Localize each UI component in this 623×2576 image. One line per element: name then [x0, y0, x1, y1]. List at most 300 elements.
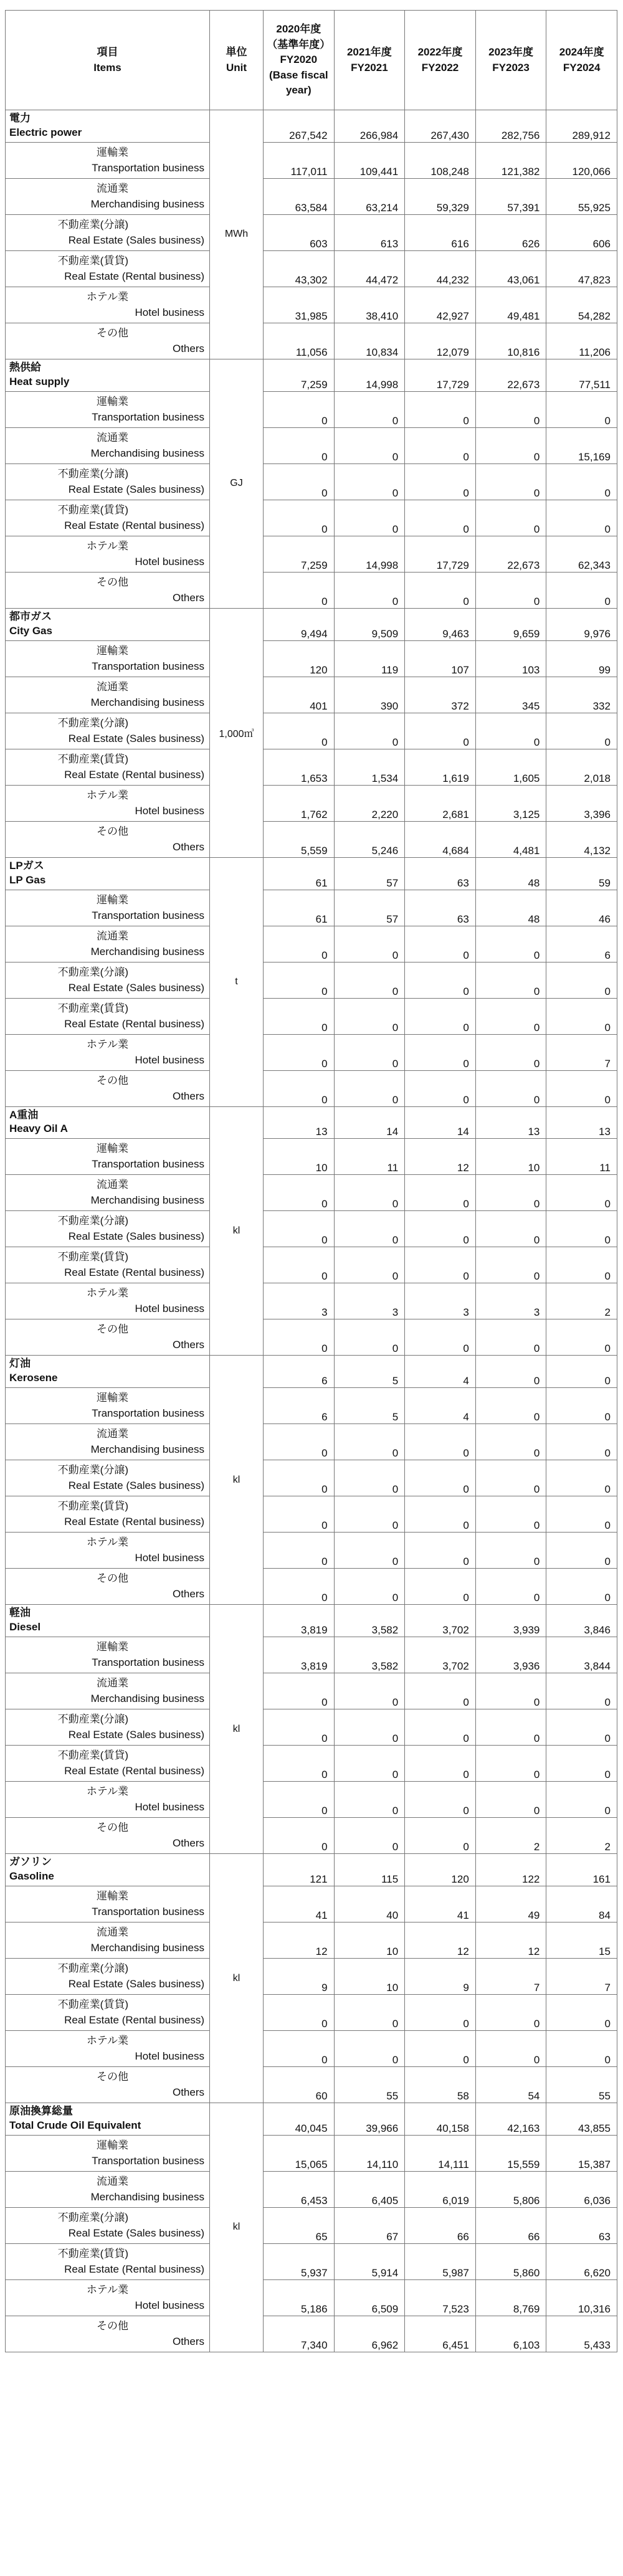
row-label-ja: 不動産業(分譲) — [57, 218, 128, 231]
total-value-cell: 63 — [405, 857, 476, 890]
table-row-kerosene-hotel — [6, 1533, 617, 1569]
table-row-kerosene-merchandising — [6, 1424, 617, 1460]
row-label-en: Real Estate (Sales business) — [68, 1480, 204, 1492]
row-label — [6, 2171, 210, 2207]
value-cell: 0 — [405, 500, 476, 536]
row-label-ja: 運輸業 — [97, 644, 128, 657]
value-cell: 38,410 — [334, 287, 405, 323]
category-row-city-gas — [6, 608, 617, 640]
value-cell: 5,806 — [475, 2171, 546, 2207]
row-label-en: Hotel business — [135, 1303, 204, 1315]
value-cell: 10,316 — [546, 2279, 617, 2316]
value-cell: 0 — [264, 1673, 335, 1709]
category-name-en: Electric power — [9, 126, 82, 138]
value-cell: 0 — [264, 962, 335, 998]
row-label — [6, 1746, 210, 1782]
row-label-ja: その他 — [97, 1323, 128, 1336]
row-label — [6, 1460, 210, 1496]
value-cell: 0 — [546, 1995, 617, 2031]
value-cell: 11 — [334, 1139, 405, 1175]
total-value-cell: 9,494 — [264, 608, 335, 640]
value-cell: 0 — [475, 391, 546, 427]
value-cell: 40 — [334, 1886, 405, 1922]
value-cell: 2,681 — [405, 785, 476, 821]
value-cell: 49 — [475, 1886, 546, 1922]
header-year-line: (Base fiscal — [269, 69, 328, 81]
table-row-heat-supply-transportation — [6, 391, 617, 427]
row-label — [6, 785, 210, 821]
row-label — [6, 391, 210, 427]
row-label — [6, 500, 210, 536]
row-label-en: Real Estate (Rental business) — [64, 1765, 204, 1777]
total-value-cell: 115 — [334, 1854, 405, 1886]
value-cell: 0 — [475, 500, 546, 536]
value-cell: 0 — [334, 1211, 405, 1247]
total-value-cell: 121 — [264, 1854, 335, 1886]
row-label-en: Real Estate (Sales business) — [68, 1978, 204, 1990]
table-row-electric-power-real-estate-sales — [6, 214, 617, 250]
value-cell: 0 — [264, 1818, 335, 1854]
value-cell: 345 — [475, 677, 546, 713]
row-label-ja: 流通業 — [97, 431, 128, 444]
value-cell: 99 — [546, 640, 617, 677]
table-row-gasoline-merchandising — [6, 1922, 617, 1959]
value-cell: 0 — [264, 1569, 335, 1605]
header-year-line: year) — [285, 84, 312, 97]
table-header-row — [6, 11, 617, 110]
value-cell: 12,079 — [405, 323, 476, 359]
value-cell: 5,559 — [264, 821, 335, 857]
table-row-heat-supply-hotel — [6, 536, 617, 572]
value-cell: 47,823 — [546, 250, 617, 287]
unit-cell-lp-gas: t — [210, 857, 264, 1106]
value-cell: 0 — [334, 1424, 405, 1460]
row-label — [6, 677, 210, 713]
value-cell: 0 — [546, 1782, 617, 1818]
row-label-ja: その他 — [97, 326, 128, 339]
value-cell: 0 — [475, 1709, 546, 1746]
total-value-cell: 14,998 — [334, 359, 405, 391]
value-cell: 1,619 — [405, 749, 476, 785]
total-value-cell: 13 — [264, 1106, 335, 1139]
value-cell: 2,220 — [334, 785, 405, 821]
value-cell: 0 — [264, 713, 335, 749]
value-cell: 0 — [405, 1175, 476, 1211]
value-cell: 44,232 — [405, 250, 476, 287]
value-cell: 0 — [264, 2031, 335, 2067]
category-row-heavy-oil-a — [6, 1106, 617, 1139]
value-cell: 108,248 — [405, 142, 476, 178]
table-row-heat-supply-merchandising — [6, 427, 617, 463]
row-label — [6, 463, 210, 500]
value-cell: 0 — [475, 463, 546, 500]
row-label — [6, 1388, 210, 1424]
value-cell: 6,451 — [405, 2316, 476, 2352]
value-cell: 0 — [334, 1533, 405, 1569]
value-cell: 0 — [334, 1782, 405, 1818]
header-items-en: Items — [93, 61, 121, 74]
value-cell: 7 — [546, 1034, 617, 1070]
table-row-lp-gas-real-estate-rental — [6, 998, 617, 1034]
value-cell: 0 — [264, 926, 335, 962]
table-row-total-crude-oil-equivalent-merchandising — [6, 2171, 617, 2207]
row-label-ja: ホテル業 — [86, 539, 128, 552]
value-cell: 15,169 — [546, 427, 617, 463]
row-label-ja: ホテル業 — [86, 1287, 128, 1300]
value-cell: 0 — [405, 1709, 476, 1746]
value-cell: 117,011 — [264, 142, 335, 178]
value-cell: 0 — [475, 1460, 546, 1496]
value-cell: 84 — [546, 1886, 617, 1922]
row-label-ja: その他 — [97, 1822, 128, 1834]
value-cell: 0 — [405, 427, 476, 463]
value-cell: 14,998 — [334, 536, 405, 572]
table-row-kerosene-real-estate-sales — [6, 1460, 617, 1496]
total-value-cell: 4 — [405, 1356, 476, 1388]
value-cell: 0 — [405, 926, 476, 962]
row-label — [6, 1283, 210, 1319]
value-cell: 0 — [546, 463, 617, 500]
value-cell: 0 — [475, 1746, 546, 1782]
total-value-cell: 57 — [334, 857, 405, 890]
value-cell: 0 — [546, 1247, 617, 1283]
value-cell: 3,396 — [546, 785, 617, 821]
row-label-ja: 運輸業 — [97, 395, 128, 407]
value-cell: 6,453 — [264, 2171, 335, 2207]
header-year-fy2020 — [264, 11, 335, 110]
value-cell: 3 — [334, 1283, 405, 1319]
table-row-kerosene-real-estate-rental — [6, 1496, 617, 1533]
value-cell: 0 — [334, 500, 405, 536]
total-value-cell: 289,912 — [546, 110, 617, 143]
row-label — [6, 572, 210, 608]
value-cell: 0 — [334, 1175, 405, 1211]
row-label-ja: その他 — [97, 1074, 128, 1086]
category-name-ja: 都市ガス — [9, 610, 52, 622]
value-cell: 103 — [475, 640, 546, 677]
row-label-en: Transportation business — [92, 660, 204, 672]
category-row-diesel — [6, 1605, 617, 1637]
value-cell: 6,103 — [475, 2316, 546, 2352]
row-label-ja: ホテル業 — [86, 2283, 128, 2296]
value-cell: 0 — [264, 1175, 335, 1211]
row-label-en: Hotel business — [135, 1552, 204, 1564]
row-label-ja: 流通業 — [97, 1677, 128, 1690]
value-cell: 120,066 — [546, 142, 617, 178]
category-row-total-crude-oil-equivalent — [6, 2103, 617, 2136]
value-cell: 11,206 — [546, 323, 617, 359]
value-cell: 63 — [405, 890, 476, 926]
value-cell: 66 — [405, 2207, 476, 2243]
row-label — [6, 2067, 210, 2103]
category-name-ja: LPガス — [9, 859, 44, 872]
header-year-line: （基準年度） — [267, 38, 331, 50]
value-cell: 6,405 — [334, 2171, 405, 2207]
header-unit — [210, 11, 264, 110]
value-cell: 6,962 — [334, 2316, 405, 2352]
value-cell: 332 — [546, 677, 617, 713]
row-label — [6, 536, 210, 572]
row-label — [6, 214, 210, 250]
table-row-electric-power-hotel — [6, 287, 617, 323]
value-cell: 0 — [264, 391, 335, 427]
row-label-en: Transportation business — [92, 1407, 204, 1420]
value-cell: 6,036 — [546, 2171, 617, 2207]
total-value-cell: 0 — [475, 1356, 546, 1388]
value-cell: 3 — [264, 1283, 335, 1319]
value-cell: 58 — [405, 2067, 476, 2103]
value-cell: 44,472 — [334, 250, 405, 287]
value-cell: 15,387 — [546, 2135, 617, 2171]
value-cell: 5 — [334, 1388, 405, 1424]
value-cell: 390 — [334, 677, 405, 713]
row-label — [6, 1709, 210, 1746]
row-label-ja: その他 — [97, 2319, 128, 2332]
row-label-en: Real Estate (Sales business) — [68, 234, 204, 246]
row-label — [6, 713, 210, 749]
value-cell: 15,559 — [475, 2135, 546, 2171]
table-row-heavy-oil-a-others — [6, 1319, 617, 1356]
value-cell: 0 — [405, 1460, 476, 1496]
total-value-cell: 120 — [405, 1854, 476, 1886]
value-cell: 0 — [546, 1211, 617, 1247]
total-value-cell: 9,463 — [405, 608, 476, 640]
table-row-diesel-real-estate-rental — [6, 1746, 617, 1782]
value-cell: 0 — [405, 1673, 476, 1709]
value-cell: 0 — [264, 1319, 335, 1356]
value-cell: 0 — [334, 1496, 405, 1533]
row-label-ja: 不動産業(賃貸) — [57, 1749, 128, 1762]
category-row-lp-gas — [6, 857, 617, 890]
category-name-ja: ガソリン — [9, 1856, 52, 1868]
row-label-ja: 不動産業(賃貸) — [57, 1251, 128, 1263]
table-row-electric-power-merchandising — [6, 178, 617, 214]
table-row-diesel-others — [6, 1818, 617, 1854]
value-cell: 3,844 — [546, 1637, 617, 1673]
row-label-ja: その他 — [97, 2071, 128, 2083]
table-row-heavy-oil-a-hotel — [6, 1283, 617, 1319]
value-cell: 3,936 — [475, 1637, 546, 1673]
value-cell: 7 — [475, 1959, 546, 1995]
category-name-ja: 熱供給 — [9, 361, 41, 373]
row-label-en: Real Estate (Rental business) — [64, 2263, 204, 2275]
value-cell: 0 — [405, 2031, 476, 2067]
header-year-line: 2023年度 — [488, 45, 533, 58]
value-cell: 6,019 — [405, 2171, 476, 2207]
value-cell: 0 — [405, 1782, 476, 1818]
total-value-cell: 7,259 — [264, 359, 335, 391]
table-row-electric-power-transportation — [6, 142, 617, 178]
value-cell: 0 — [546, 1460, 617, 1496]
row-label-ja: 不動産業(賃貸) — [57, 1002, 128, 1014]
table-row-heat-supply-real-estate-rental — [6, 500, 617, 536]
row-label-en: Real Estate (Rental business) — [64, 270, 204, 282]
table-row-total-crude-oil-equivalent-hotel — [6, 2279, 617, 2316]
value-cell: 7,523 — [405, 2279, 476, 2316]
value-cell: 0 — [475, 1995, 546, 2031]
value-cell: 0 — [546, 962, 617, 998]
category-name-en: Kerosene — [9, 1372, 58, 1384]
header-items-ja: 項目 — [97, 45, 118, 58]
row-label — [6, 142, 210, 178]
table-row-gasoline-others — [6, 2067, 617, 2103]
value-cell: 0 — [546, 1533, 617, 1569]
row-label-ja: 不動産業(分譲) — [57, 1962, 128, 1974]
value-cell: 0 — [546, 1673, 617, 1709]
category-name-en: Diesel — [9, 1621, 41, 1633]
value-cell: 6 — [546, 926, 617, 962]
value-cell: 0 — [475, 1247, 546, 1283]
table-row-kerosene-transportation — [6, 1388, 617, 1424]
value-cell: 5,246 — [334, 821, 405, 857]
value-cell: 0 — [475, 2031, 546, 2067]
value-cell: 11,056 — [264, 323, 335, 359]
value-cell: 2,018 — [546, 749, 617, 785]
value-cell: 41 — [405, 1886, 476, 1922]
value-cell: 0 — [264, 998, 335, 1034]
value-cell: 0 — [264, 1034, 335, 1070]
total-value-cell: 161 — [546, 1854, 617, 1886]
header-items — [6, 11, 210, 110]
value-cell: 0 — [334, 427, 405, 463]
row-label-ja: 不動産業(分譲) — [57, 716, 128, 729]
total-value-cell: 43,855 — [546, 2103, 617, 2136]
value-cell: 0 — [405, 1995, 476, 2031]
header-year-fy2022 — [405, 11, 476, 110]
row-label — [6, 2135, 210, 2171]
table-row-heavy-oil-a-real-estate-sales — [6, 1211, 617, 1247]
header-unit-en: Unit — [226, 61, 247, 74]
header-year-line: FY2021 — [351, 61, 388, 74]
category-row-gasoline — [6, 1854, 617, 1886]
value-cell: 107 — [405, 640, 476, 677]
row-label — [6, 2031, 210, 2067]
total-value-cell: 267,430 — [405, 110, 476, 143]
row-label-en: Hotel business — [135, 1801, 204, 1813]
value-cell: 6,620 — [546, 2243, 617, 2279]
value-cell: 42,927 — [405, 287, 476, 323]
value-cell: 0 — [546, 1175, 617, 1211]
row-label-en: Transportation business — [92, 1906, 204, 1918]
row-label-en: Others — [172, 591, 204, 604]
row-label — [6, 1569, 210, 1605]
value-cell: 0 — [405, 1496, 476, 1533]
value-cell: 60 — [264, 2067, 335, 2103]
value-cell: 43,061 — [475, 250, 546, 287]
total-value-cell: 22,673 — [475, 359, 546, 391]
category-label-total-crude-oil-equivalent — [6, 2103, 210, 2136]
value-cell: 0 — [475, 1673, 546, 1709]
value-cell: 9 — [405, 1959, 476, 1995]
value-cell: 0 — [405, 463, 476, 500]
row-label-ja: 不動産業(賃貸) — [57, 254, 128, 267]
value-cell: 0 — [475, 1424, 546, 1460]
row-label — [6, 1782, 210, 1818]
row-label — [6, 1319, 210, 1356]
row-label-en: Others — [172, 1090, 204, 1102]
table-row-city-gas-others — [6, 821, 617, 857]
value-cell: 0 — [264, 1460, 335, 1496]
value-cell: 0 — [546, 1746, 617, 1782]
row-label-en: Others — [172, 2335, 204, 2347]
row-label-en: Hotel business — [135, 555, 204, 568]
row-label-en: Real Estate (Sales business) — [68, 732, 204, 744]
row-label-en: Real Estate (Sales business) — [68, 981, 204, 994]
value-cell: 5,914 — [334, 2243, 405, 2279]
row-label-ja: ホテル業 — [86, 1536, 128, 1549]
value-cell: 0 — [475, 1388, 546, 1424]
value-cell: 10 — [264, 1139, 335, 1175]
row-label-en: Real Estate (Rental business) — [64, 519, 204, 531]
total-value-cell: 59 — [546, 857, 617, 890]
value-cell: 67 — [334, 2207, 405, 2243]
header-year-line: FY2020 — [280, 54, 318, 66]
value-cell: 6 — [264, 1388, 335, 1424]
row-label-en: Real Estate (Sales business) — [68, 1230, 204, 1243]
value-cell: 0 — [334, 713, 405, 749]
value-cell: 8,769 — [475, 2279, 546, 2316]
row-label — [6, 1496, 210, 1533]
table-row-gasoline-real-estate-sales — [6, 1959, 617, 1995]
table-row-electric-power-real-estate-rental — [6, 250, 617, 287]
unit-cell-heat-supply: GJ — [210, 359, 264, 608]
row-label-ja: 不動産業(分譲) — [57, 1713, 128, 1726]
value-cell: 57,391 — [475, 178, 546, 214]
total-value-cell: 3,819 — [264, 1605, 335, 1637]
value-cell: 10,816 — [475, 323, 546, 359]
value-cell: 7,259 — [264, 536, 335, 572]
value-cell: 54,282 — [546, 287, 617, 323]
row-label — [6, 1818, 210, 1854]
row-label-en: Transportation business — [92, 2154, 204, 2167]
row-label-ja: ホテル業 — [86, 1038, 128, 1050]
value-cell: 0 — [334, 1034, 405, 1070]
value-cell: 54 — [475, 2067, 546, 2103]
value-cell: 0 — [475, 1569, 546, 1605]
value-cell: 61 — [264, 890, 335, 926]
row-label-ja: 不動産業(賃貸) — [57, 1999, 128, 2010]
value-cell: 10 — [334, 1959, 405, 1995]
value-cell: 0 — [405, 1533, 476, 1569]
row-label — [6, 1922, 210, 1959]
value-cell: 0 — [264, 1746, 335, 1782]
unit-cell-city-gas: 1,000㎥ — [210, 608, 264, 857]
value-cell: 0 — [546, 713, 617, 749]
total-value-cell: 42,163 — [475, 2103, 546, 2136]
total-value-cell: 9,976 — [546, 608, 617, 640]
table-row-diesel-merchandising — [6, 1673, 617, 1709]
total-value-cell: 9,509 — [334, 608, 405, 640]
value-cell: 613 — [334, 214, 405, 250]
value-cell: 0 — [264, 1995, 335, 2031]
value-cell: 63 — [546, 2207, 617, 2243]
value-cell: 0 — [405, 1319, 476, 1356]
value-cell: 0 — [546, 998, 617, 1034]
value-cell: 62,343 — [546, 536, 617, 572]
value-cell: 4,481 — [475, 821, 546, 857]
table-row-heavy-oil-a-real-estate-rental — [6, 1247, 617, 1283]
value-cell: 0 — [264, 1709, 335, 1746]
value-cell: 1,534 — [334, 749, 405, 785]
value-cell: 0 — [334, 998, 405, 1034]
header-unit-ja: 単位 — [226, 45, 247, 58]
value-cell: 3 — [405, 1283, 476, 1319]
value-cell: 0 — [334, 962, 405, 998]
value-cell: 0 — [264, 1496, 335, 1533]
row-label-en: Real Estate (Sales business) — [68, 2227, 204, 2239]
category-label-diesel — [6, 1605, 210, 1637]
total-value-cell: 3,939 — [475, 1605, 546, 1637]
